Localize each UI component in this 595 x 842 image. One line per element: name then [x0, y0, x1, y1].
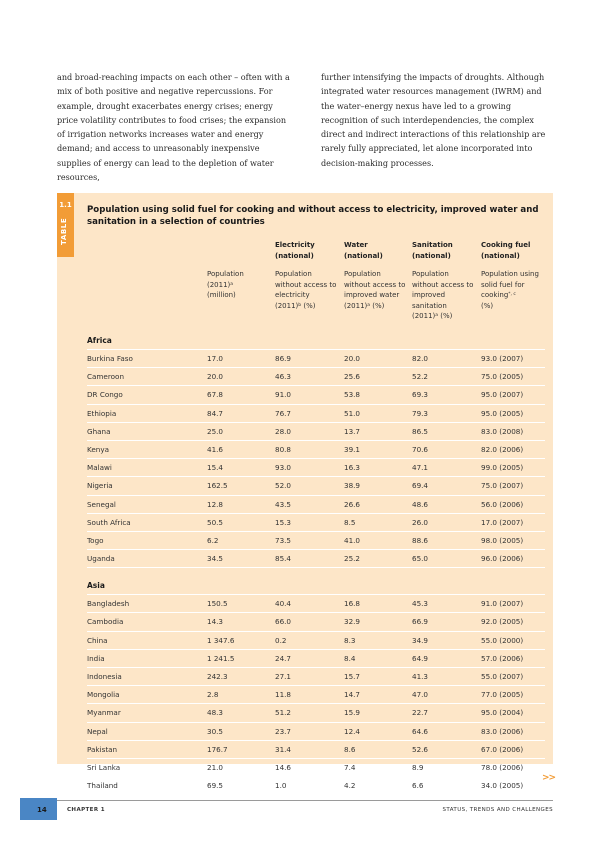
subheader-electricity-unit: (%) [301, 301, 316, 310]
table-row [87, 777, 545, 795]
table-tab [57, 193, 74, 257]
country-cell: Senegal [87, 499, 116, 509]
value-cell: 20.0 [344, 354, 361, 363]
table-row [87, 759, 545, 777]
subheader-cooking [481, 269, 547, 311]
value-cell: 47.1 [412, 463, 429, 473]
value-cell: 16.3 [344, 463, 361, 473]
footnote-marker: a [435, 313, 439, 318]
value-cell: 1 347.6 [207, 635, 235, 645]
value-cell: 69.5 [207, 781, 224, 791]
value-cell: 27.1 [275, 672, 292, 681]
footer-rule [57, 800, 553, 801]
value-cell: 52.6 [412, 744, 429, 754]
value-cell: 98.0 (2005) [481, 535, 524, 545]
value-cell: 11.8 [275, 690, 292, 700]
intro-column-left: and broad-reaching impacts on each other – often with a mix of both positive and negative repercussions. For example, drought exacerbates energy crises; energy price volatility contributes to food crises; the expansion of irrigation networks increases water and energy demand; and access to unreasonably inexpensive supplies of energy can lead to the depletion of water resources, [57, 72, 290, 183]
footnote-marker: a [230, 281, 234, 287]
value-cell: 14.7 [344, 690, 361, 700]
group-header-cooking: Cooking fuel (national) [481, 241, 531, 260]
value-cell: 34.5 [207, 554, 224, 564]
table-row [87, 550, 545, 568]
value-cell: 96.0 (2006) [481, 554, 524, 564]
table-row [87, 723, 545, 741]
country-cell: Kenya [87, 444, 109, 454]
country-cell: Burkina Faso [87, 354, 133, 363]
table-row [87, 704, 545, 722]
value-cell: 34.9 [412, 635, 429, 645]
value-cell: 83.0 (2008) [481, 426, 524, 436]
value-cell: 2.8 [207, 690, 219, 700]
value-cell: 48.3 [207, 708, 224, 718]
value-cell: 84.7 [207, 408, 224, 418]
footnote-marker: *, c [508, 292, 516, 297]
value-cell: 50.5 [207, 517, 224, 527]
value-cell: 88.6 [412, 535, 429, 545]
value-cell: 28.0 [275, 426, 292, 436]
value-cell: 69.4 [412, 481, 429, 491]
value-cell: 12.8 [207, 499, 224, 509]
value-cell: 8.3 [344, 635, 356, 645]
country-cell: Uganda [87, 554, 115, 564]
table-row [87, 477, 545, 495]
value-cell: 41.3 [412, 672, 429, 681]
value-cell: 51.0 [344, 408, 361, 418]
value-cell: 82.0 [412, 354, 429, 363]
table-row [87, 514, 545, 532]
country-cell: Ethiopia [87, 408, 117, 418]
subheader-population [207, 269, 267, 301]
value-cell: 32.9 [344, 617, 361, 627]
value-cell: 73.5 [275, 535, 292, 545]
table-row [87, 668, 545, 686]
country-cell: Thailand [87, 781, 118, 791]
table-row [87, 613, 545, 631]
country-cell: Pakistan [87, 744, 118, 754]
value-cell: 16.8 [344, 599, 361, 609]
country-cell: Myanmar [87, 708, 121, 718]
table-title: Population using solid fuel for cooking and without access to electricity, improved water and sanitation in a selection of countries [87, 205, 539, 227]
value-cell: 0.2 [275, 635, 287, 645]
country-cell: China [87, 635, 108, 645]
subheader-electricity [275, 269, 337, 311]
value-cell: 25.2 [344, 554, 361, 564]
table-row [87, 441, 545, 459]
value-cell: 66.9 [412, 617, 429, 627]
table-row [87, 686, 545, 704]
value-cell: 66.0 [275, 617, 292, 627]
value-cell: 47.0 [412, 690, 429, 700]
value-cell: 55.0 (2007) [481, 672, 524, 681]
value-cell: 7.4 [344, 762, 356, 772]
value-cell: 34.0 (2005) [481, 781, 524, 791]
value-cell: 65.0 [412, 554, 429, 564]
value-cell: 75.0 (2007) [481, 481, 524, 491]
table-row [87, 423, 545, 441]
table-box [57, 193, 553, 791]
subheader-population-text: Population (2011) [207, 270, 244, 289]
table-row [87, 386, 545, 404]
subheader-electricity-text: Population without access to electricity (2011) [275, 270, 337, 310]
value-cell: 17.0 [207, 354, 224, 363]
country-cell: India [87, 653, 105, 663]
continued-marker: >> [542, 773, 556, 783]
subheader-cooking-text: Population using solid fuel for cooking [481, 270, 539, 299]
country-cell: Malawi [87, 463, 112, 473]
value-cell: 91.0 [275, 390, 292, 400]
value-cell: 41.6 [207, 444, 224, 454]
country-cell: DR Congo [87, 390, 123, 400]
intro-text [57, 70, 557, 184]
chapter-label: CHAPTER 1 [67, 807, 106, 813]
table-row [87, 496, 545, 514]
intro-column-right: further intensifying the impacts of droughts. Although integrated water resources management (IWRM) and the water–energy nexus have led to a growing recognition of such interdependencies, the complex direct and indirect interactions of this relationship are rarely fully appreciated, let alone incorporated into decision-making processes. [321, 72, 546, 168]
value-cell: 51.2 [275, 708, 292, 718]
table-row [87, 741, 545, 759]
value-cell: 15.4 [207, 463, 224, 473]
footnote-marker: a [367, 302, 371, 308]
value-cell: 15.9 [344, 708, 361, 718]
subheader-water [344, 269, 406, 311]
value-cell: 46.3 [275, 372, 292, 382]
value-cell: 38.9 [344, 481, 361, 491]
country-cell: Mongolia [87, 690, 120, 700]
value-cell: 75.0 (2005) [481, 372, 524, 382]
region-heading: Asia [87, 577, 545, 595]
value-cell: 69.3 [412, 390, 429, 400]
value-cell: 6.2 [207, 535, 219, 545]
value-cell: 95.0 (2004) [481, 708, 524, 718]
value-cell: 41.0 [344, 535, 361, 545]
value-cell: 25.6 [344, 372, 361, 382]
value-cell: 1.0 [275, 781, 287, 791]
value-cell: 242.3 [207, 672, 228, 681]
value-cell: 91.0 (2007) [481, 599, 524, 609]
value-cell: 14.3 [207, 617, 224, 627]
subheader-sanitation [412, 269, 474, 322]
value-cell: 26.6 [344, 499, 361, 509]
country-cell: Sri Lanka [87, 762, 121, 772]
value-cell: 4.2 [344, 781, 356, 791]
group-header-electricity: Electricity (national) [275, 241, 315, 260]
value-cell: 67.8 [207, 390, 224, 400]
value-cell: 57.0 (2006) [481, 653, 524, 663]
value-cell: 70.6 [412, 444, 429, 454]
value-cell: 176.7 [207, 744, 228, 754]
table-row [87, 405, 545, 423]
value-cell: 30.5 [207, 726, 224, 736]
value-cell: 20.0 [207, 372, 224, 382]
table-body [87, 332, 545, 795]
value-cell: 1 241.5 [207, 653, 235, 663]
value-cell: 86.9 [275, 354, 292, 363]
value-cell: 8.9 [412, 762, 424, 772]
value-cell: 77.0 (2005) [481, 690, 524, 700]
country-cell: Cambodia [87, 617, 124, 627]
page-number: 14 [37, 806, 47, 814]
table-tab-label: TABLE [60, 217, 68, 245]
value-cell: 67.0 (2006) [481, 744, 524, 754]
table-row [87, 368, 545, 386]
value-cell: 23.7 [275, 726, 292, 736]
value-cell: 43.5 [275, 499, 292, 509]
value-cell: 99.0 (2005) [481, 463, 524, 473]
value-cell: 52.2 [412, 372, 429, 382]
group-header-water: Water (national) [344, 241, 383, 260]
subheader-sanitation-text: Population without access to improved sanitation (2011) [412, 270, 474, 320]
country-cell: Togo [87, 535, 104, 545]
country-cell: Cameroon [87, 372, 124, 382]
country-cell: Bangladesh [87, 599, 130, 609]
value-cell: 15.7 [344, 672, 361, 681]
value-cell: 64.9 [412, 653, 429, 663]
country-cell: Indonesia [87, 672, 122, 681]
value-cell: 78.0 (2006) [481, 762, 524, 772]
value-cell: 83.0 (2006) [481, 726, 524, 736]
group-header-sanitation: Sanitation (national) [412, 241, 453, 260]
value-cell: 93.0 [275, 463, 292, 473]
subheader-water-unit: (%) [370, 301, 385, 310]
value-cell: 8.5 [344, 517, 356, 527]
value-cell: 93.0 (2007) [481, 354, 524, 363]
value-cell: 55.0 (2000) [481, 635, 524, 645]
value-cell: 48.6 [412, 499, 429, 509]
value-cell: 17.0 (2007) [481, 517, 524, 527]
table-number: 1.1 [59, 201, 72, 209]
value-cell: 26.0 [412, 517, 429, 527]
value-cell: 162.5 [207, 481, 228, 491]
table-row [87, 650, 545, 668]
region-heading: Africa [87, 332, 545, 350]
value-cell: 85.4 [275, 554, 292, 564]
subheader-sanitation-unit: (%) [438, 312, 453, 320]
value-cell: 6.6 [412, 781, 424, 791]
value-cell: 13.7 [344, 426, 361, 436]
country-cell: Nepal [87, 726, 108, 736]
value-cell: 79.3 [412, 408, 429, 418]
value-cell: 80.8 [275, 444, 292, 454]
value-cell: 56.0 (2006) [481, 499, 524, 509]
value-cell: 24.7 [275, 653, 292, 663]
value-cell: 82.0 (2006) [481, 444, 524, 454]
value-cell: 8.4 [344, 653, 356, 663]
subheader-water-text: Population without access to improved water (2011) [344, 270, 406, 310]
value-cell: 22.7 [412, 708, 429, 718]
country-cell: South Africa [87, 517, 131, 527]
value-cell: 8.6 [344, 744, 356, 754]
value-cell: 40.4 [275, 599, 292, 609]
value-cell: 86.5 [412, 426, 429, 436]
value-cell: 39.1 [344, 444, 361, 454]
value-cell: 15.3 [275, 517, 292, 527]
subheader-cooking-unit: (%) [481, 301, 494, 310]
footnote-marker: b [298, 302, 302, 308]
table-row [87, 459, 545, 477]
value-cell: 92.0 (2005) [481, 617, 524, 627]
value-cell: 31.4 [275, 744, 292, 754]
table-row [87, 595, 545, 613]
value-cell: 12.4 [344, 726, 361, 736]
value-cell: 53.8 [344, 390, 361, 400]
value-cell: 21.0 [207, 762, 224, 772]
value-cell: 52.0 [275, 481, 292, 491]
value-cell: 25.0 [207, 426, 224, 436]
running-title: STATUS, TRENDS AND CHALLENGES [442, 807, 553, 813]
value-cell: 95.0 (2005) [481, 408, 524, 418]
table-row [87, 632, 545, 650]
value-cell: 64.6 [412, 726, 429, 736]
value-cell: 76.7 [275, 408, 292, 418]
value-cell: 45.3 [412, 599, 429, 609]
country-cell: Nigeria [87, 481, 113, 491]
country-cell: Ghana [87, 426, 111, 436]
value-cell: 95.0 (2007) [481, 390, 524, 400]
value-cell: 150.5 [207, 599, 228, 609]
table-row [87, 350, 545, 368]
value-cell: 14.6 [275, 762, 292, 772]
table-row [87, 532, 545, 550]
region-gap [87, 568, 545, 577]
subheader-population-unit: (million) [207, 291, 236, 299]
